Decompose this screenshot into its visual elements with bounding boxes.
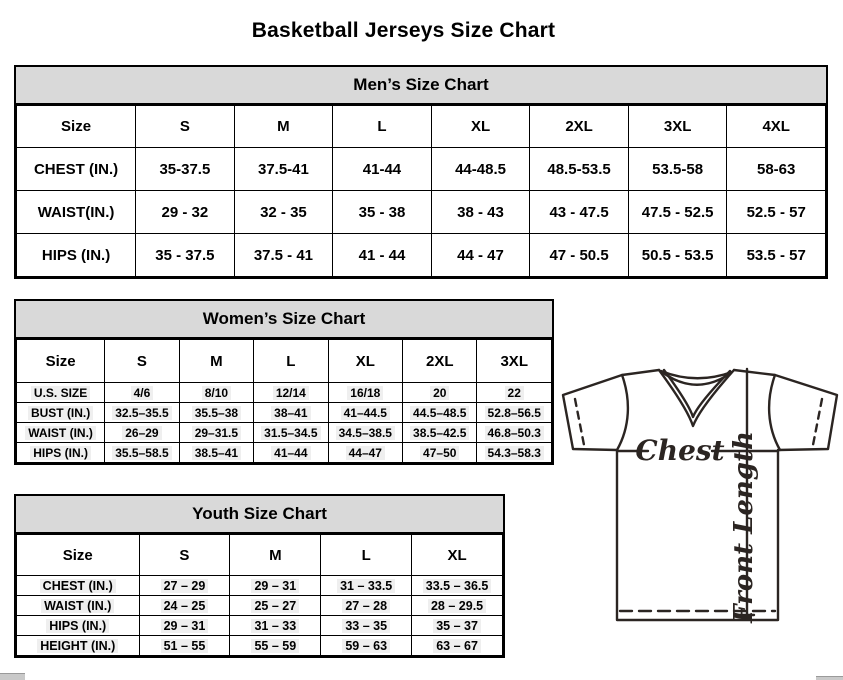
column-header: L — [321, 535, 412, 576]
collar-inner-v — [664, 370, 730, 417]
size-cell: 35 – 37 — [412, 616, 503, 636]
table-row — [17, 636, 503, 656]
womens-table-grid — [16, 339, 552, 463]
size-cell: 31.5–34.5 — [254, 423, 328, 443]
youth-size-chart-table — [14, 494, 505, 658]
row-label: HIPS (IN.) — [17, 234, 136, 277]
size-cell: 37.5 - 41 — [234, 234, 333, 277]
row-label: BUST (IN.) — [17, 403, 105, 423]
row-label: CHEST (IN.) — [17, 148, 136, 191]
size-cell: 41–44.5 — [328, 403, 402, 423]
size-cell: 32.5–35.5 — [105, 403, 179, 423]
left-armhole-seam — [617, 375, 628, 450]
size-cell: 41–44 — [254, 443, 328, 463]
size-column-label: Size — [17, 106, 136, 148]
table-row — [17, 596, 503, 616]
table-row — [17, 403, 552, 423]
size-cell: 35 - 37.5 — [136, 234, 235, 277]
size-cell: 20 — [403, 383, 477, 403]
header-row — [17, 535, 503, 576]
column-header: L — [254, 340, 328, 383]
column-header: M — [179, 340, 253, 383]
size-column-label: Size — [17, 535, 140, 576]
row-label: HEIGHT (IN.) — [17, 636, 140, 656]
size-cell: 26–29 — [105, 423, 179, 443]
size-cell: 59 – 63 — [321, 636, 412, 656]
column-header: 4XL — [727, 106, 826, 148]
table-row — [17, 443, 552, 463]
row-label: WAIST(IN.) — [17, 191, 136, 234]
row-label: CHEST (IN.) — [17, 576, 140, 596]
size-cell: 35-37.5 — [136, 148, 235, 191]
cropped-artifact-bottom-right — [816, 676, 843, 680]
size-cell: 35 - 38 — [333, 191, 432, 234]
column-header: S — [105, 340, 179, 383]
size-cell: 29 - 32 — [136, 191, 235, 234]
size-cell: 12/14 — [254, 383, 328, 403]
size-cell: 31 – 33 — [230, 616, 321, 636]
row-label: HIPS (IN.) — [17, 616, 140, 636]
page-title: Basketball Jerseys Size Chart — [251, 19, 556, 43]
size-cell: 63 – 67 — [412, 636, 503, 656]
row-label: WAIST (IN.) — [17, 423, 105, 443]
size-cell: 25 – 27 — [230, 596, 321, 616]
size-cell: 54.3–58.3 — [477, 443, 552, 463]
table-row — [17, 148, 826, 191]
size-cell: 4/6 — [105, 383, 179, 403]
size-cell: 33 – 35 — [321, 616, 412, 636]
chest-label: Chest — [635, 434, 725, 467]
size-cell: 51 – 55 — [139, 636, 230, 656]
womens-chart-title: Women’s Size Chart — [16, 301, 552, 339]
column-header: 2XL — [403, 340, 477, 383]
size-cell: 38–41 — [254, 403, 328, 423]
size-cell: 35.5–58.5 — [105, 443, 179, 463]
size-cell: 52.5 - 57 — [727, 191, 826, 234]
table-row — [17, 383, 552, 403]
table-row — [17, 191, 826, 234]
size-cell: 29 – 31 — [139, 616, 230, 636]
size-cell: 44 - 47 — [431, 234, 530, 277]
youth-chart-title: Youth Size Chart — [16, 496, 503, 534]
size-cell: 8/10 — [179, 383, 253, 403]
mens-table-grid — [16, 105, 826, 277]
size-column-label: Size — [17, 340, 105, 383]
size-cell: 41-44 — [333, 148, 432, 191]
size-cell: 35.5–38 — [179, 403, 253, 423]
column-header: L — [333, 106, 432, 148]
size-cell: 27 – 29 — [139, 576, 230, 596]
size-cell: 44-48.5 — [431, 148, 530, 191]
column-header: XL — [412, 535, 503, 576]
size-cell: 33.5 – 36.5 — [412, 576, 503, 596]
column-header: XL — [431, 106, 530, 148]
jersey-outline — [563, 370, 837, 620]
size-cell: 43 - 47.5 — [530, 191, 629, 234]
size-cell: 44–47 — [328, 443, 402, 463]
size-cell: 50.5 - 53.5 — [628, 234, 727, 277]
size-cell: 44.5–48.5 — [403, 403, 477, 423]
size-cell: 47–50 — [403, 443, 477, 463]
table-row — [17, 234, 826, 277]
column-header: XL — [328, 340, 402, 383]
row-label: WAIST (IN.) — [17, 596, 140, 616]
table-row — [17, 616, 503, 636]
size-cell: 34.5–38.5 — [328, 423, 402, 443]
womens-size-chart-table — [14, 299, 554, 465]
size-cell: 47 - 50.5 — [530, 234, 629, 277]
jersey-measurement-diagram — [560, 362, 840, 677]
column-header: S — [136, 106, 235, 148]
size-cell: 53.5-58 — [628, 148, 727, 191]
size-cell: 47.5 - 52.5 — [628, 191, 727, 234]
size-cell: 16/18 — [328, 383, 402, 403]
mens-chart-title: Men’s Size Chart — [16, 67, 826, 105]
header-row — [17, 340, 552, 383]
row-label: U.S. SIZE — [17, 383, 105, 403]
size-cell: 48.5-53.5 — [530, 148, 629, 191]
size-cell: 38.5–41 — [179, 443, 253, 463]
youth-table-grid — [16, 534, 503, 656]
size-cell: 29–31.5 — [179, 423, 253, 443]
size-cell: 38.5–42.5 — [403, 423, 477, 443]
column-header: M — [230, 535, 321, 576]
size-cell: 41 - 44 — [333, 234, 432, 277]
size-cell: 22 — [477, 383, 552, 403]
front-length-label: Front Length — [729, 431, 759, 623]
right-armhole-seam — [769, 375, 780, 450]
right-cuff-dashed-line — [813, 399, 822, 445]
size-cell: 29 – 31 — [230, 576, 321, 596]
size-cell: 55 – 59 — [230, 636, 321, 656]
size-cell: 46.8–50.3 — [477, 423, 552, 443]
left-cuff-dashed-line — [575, 399, 584, 445]
column-header: 3XL — [628, 106, 727, 148]
size-cell: 24 – 25 — [139, 596, 230, 616]
size-cell: 32 - 35 — [234, 191, 333, 234]
column-header: S — [139, 535, 230, 576]
row-label: HIPS (IN.) — [17, 443, 105, 463]
size-cell: 27 – 28 — [321, 596, 412, 616]
mens-size-chart-table — [14, 65, 828, 279]
size-cell: 53.5 - 57 — [727, 234, 826, 277]
column-header: 3XL — [477, 340, 552, 383]
size-cell: 28 – 29.5 — [412, 596, 503, 616]
table-row — [17, 576, 503, 596]
table-row — [17, 423, 552, 443]
size-cell: 38 - 43 — [431, 191, 530, 234]
size-cell: 37.5-41 — [234, 148, 333, 191]
column-header: 2XL — [530, 106, 629, 148]
header-row — [17, 106, 826, 148]
size-cell: 58-63 — [727, 148, 826, 191]
size-cell: 52.8–56.5 — [477, 403, 552, 423]
column-header: M — [234, 106, 333, 148]
size-cell: 31 – 33.5 — [321, 576, 412, 596]
